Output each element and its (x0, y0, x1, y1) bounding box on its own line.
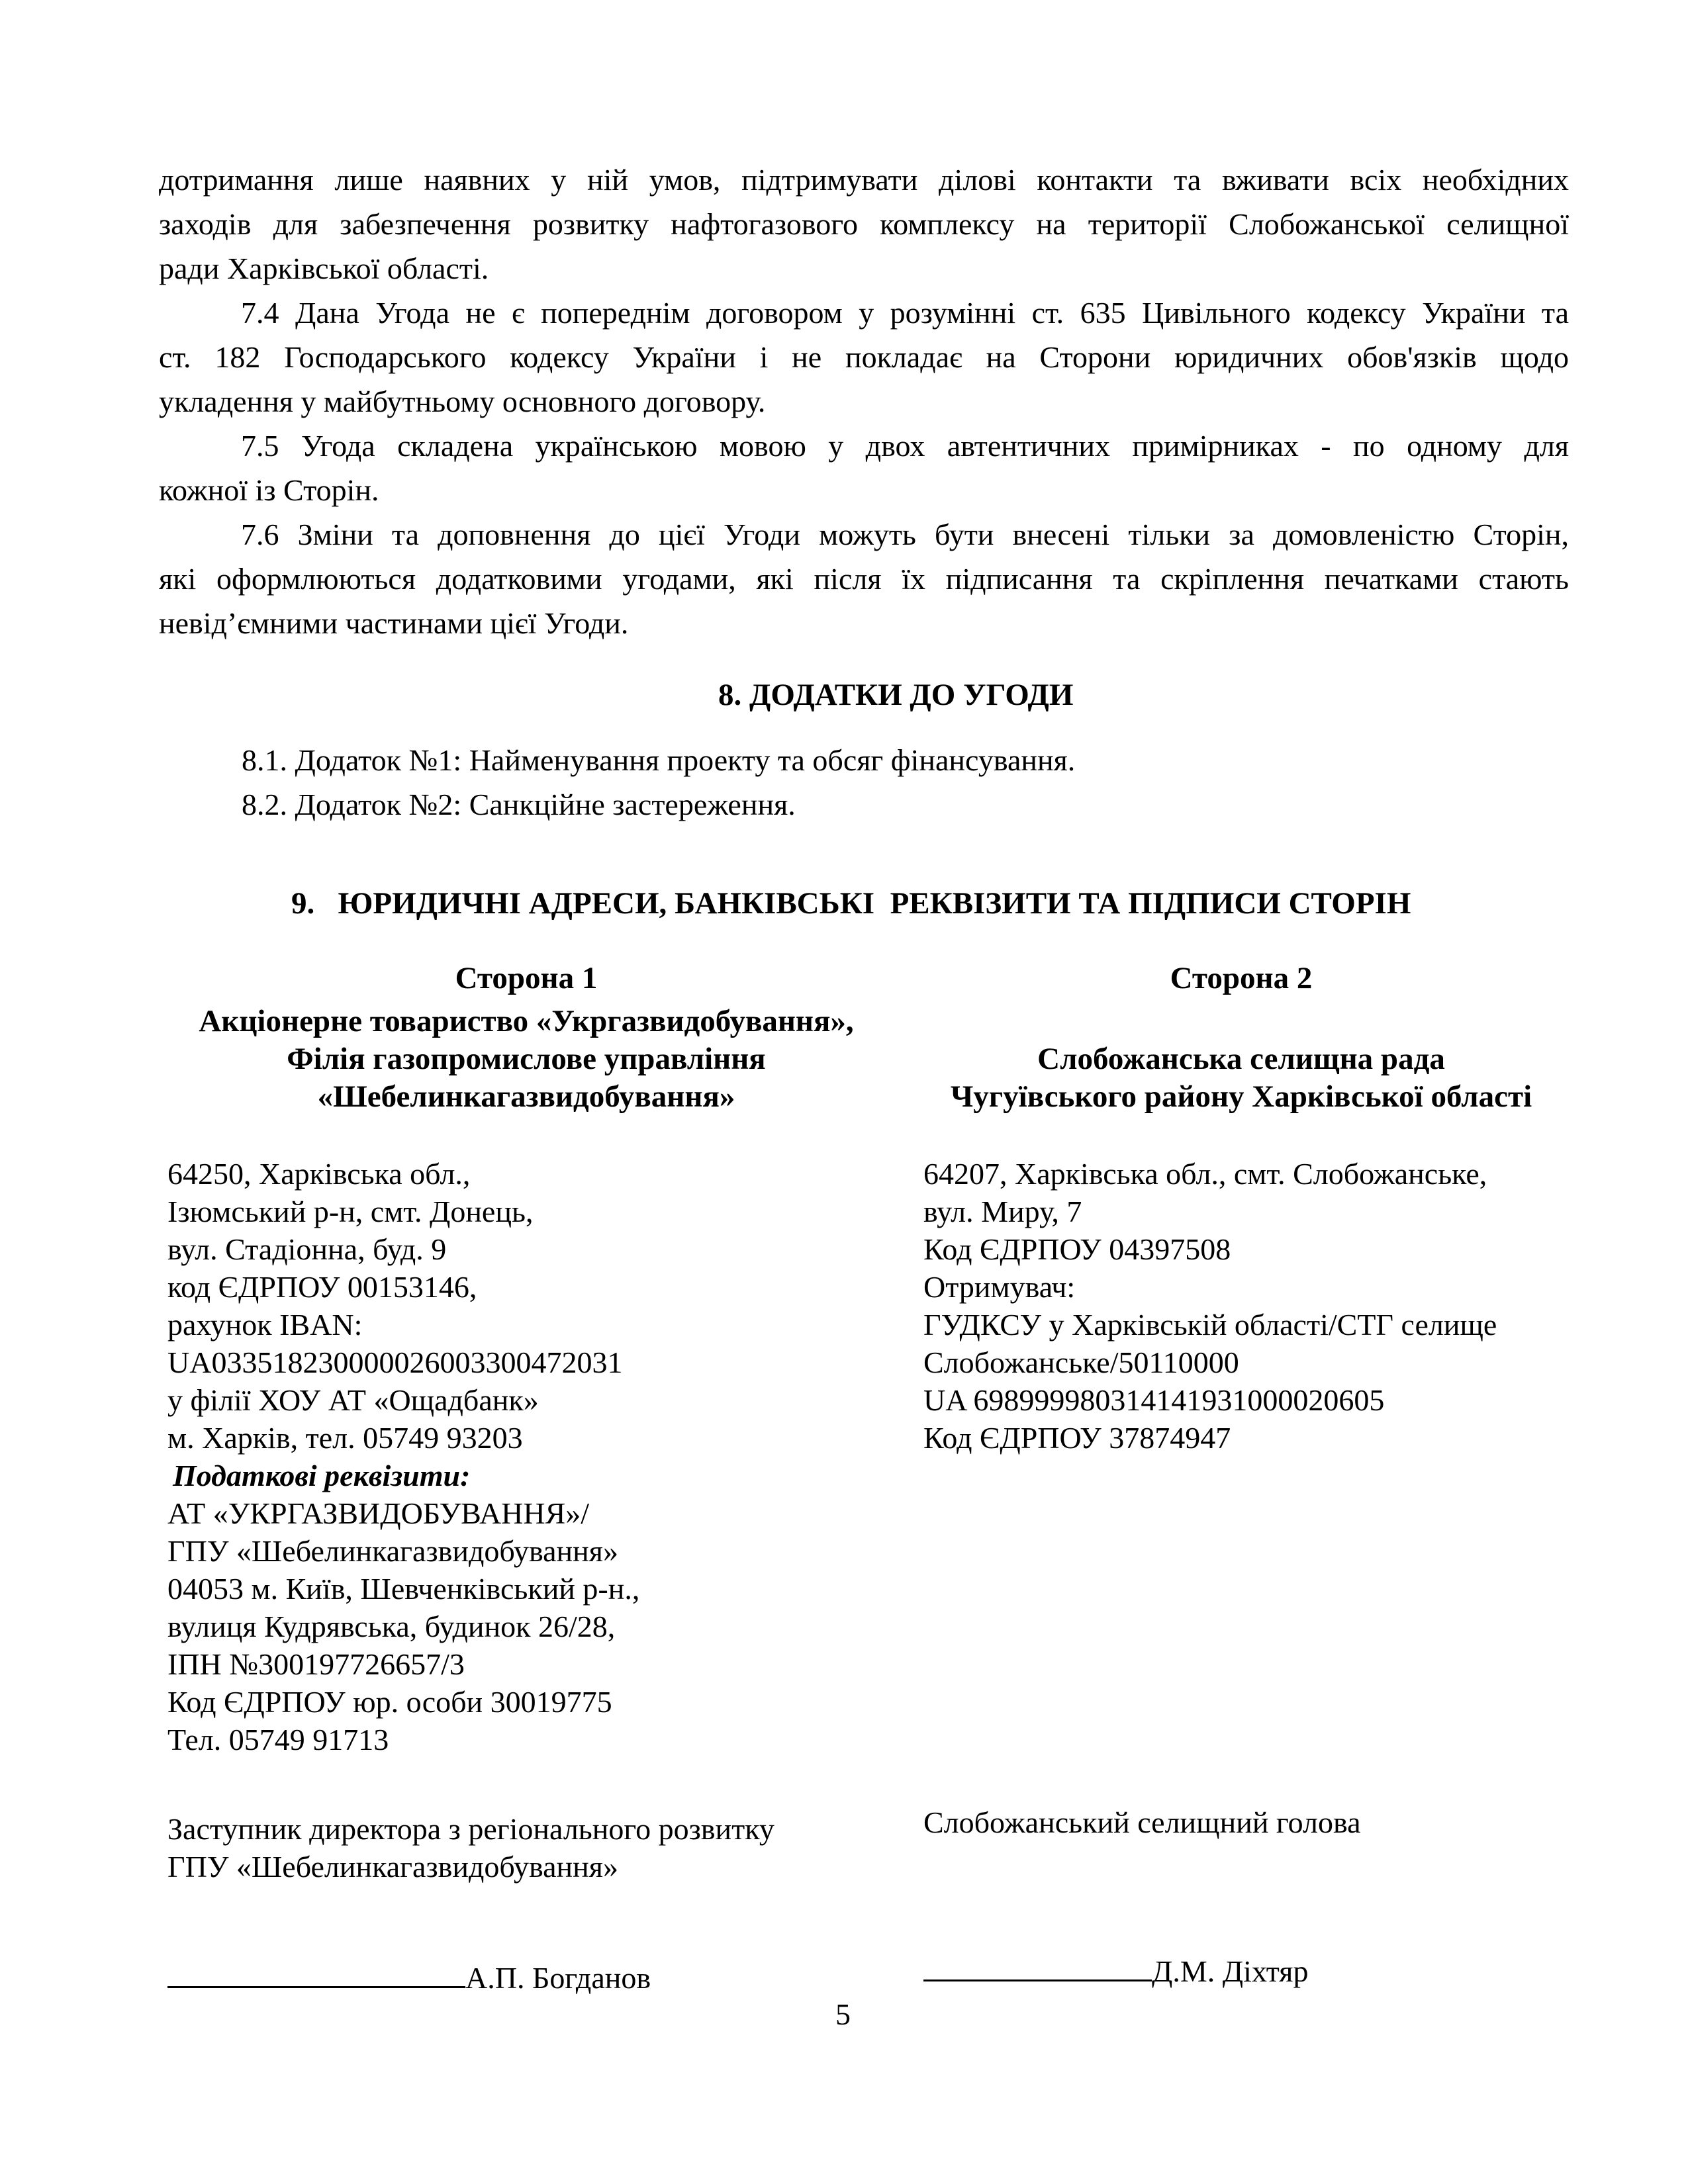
section-9-title: 9. ЮРИДИЧНІ АДРЕСИ, БАНКІВСЬКІ РЕКВІЗИТИ ТА ПІДПИСИ СТОРІН (291, 886, 1411, 921)
edrpou-code: код ЄДРПОУ 00153146, (167, 1270, 477, 1304)
party1-org-line: Акціонерне товариство «Укргазвидобування», (199, 1004, 854, 1038)
party2-org-line: Слобожанська селищна рада (1037, 1042, 1445, 1076)
text-line: дотримання лише наявних у ній умов, підтримувати ділові контакти та вживати всіх необхідних (159, 163, 1569, 197)
signatory-title-line: Заступник директора з регіонального розвитку (167, 1812, 774, 1846)
tax-line: ГПУ «Шебелинкагазвидобування» (167, 1534, 618, 1568)
address-line: 64250, Харківська обл., (167, 1157, 471, 1191)
bank-name: у філії ХОУ АТ «Ощадбанк» (167, 1383, 539, 1417)
clause-7-6 (159, 512, 1569, 645)
section-8-title: 8. ДОДАТКИ ДО УГОДИ (718, 678, 1074, 712)
party1-signatory-title (167, 1810, 774, 1886)
text-line: укладення у майбутньому основного договору. (159, 385, 766, 418)
text-line: невід’ємними частинами цієї Угоди. (159, 606, 629, 640)
party2-heading: Сторона 2 (1170, 961, 1313, 995)
recipient-line: ГУДКСУ у Харківській області/СТГ селище (923, 1308, 1497, 1342)
party1-org-line: «Шебелинкагазвидобування» (317, 1079, 735, 1114)
party1-details (167, 1155, 639, 1758)
party1-heading: Сторона 1 (455, 961, 598, 995)
tax-details-heading: Податкові реквізити: (173, 1459, 471, 1492)
address-line: вул. Стадіонна, буд. 9 (167, 1232, 447, 1266)
party2-details (923, 1155, 1497, 1457)
iban-value: UA 698999980314141931000020605 (923, 1383, 1385, 1417)
tax-line: ІПН №300197726657/3 (167, 1647, 465, 1681)
text-line: 7.6 Зміни та доповнення до цієї Угоди можуть бути внесені тільки за домовленістю Сторін, (241, 518, 1569, 551)
signatory-name: Д.М. Діхтяр (1152, 1954, 1309, 1988)
recipient-line: Слобожанське/50110000 (923, 1345, 1239, 1379)
party2-signature (923, 1949, 1308, 1990)
clause-7-5 (159, 424, 1569, 512)
text-line: заходів для забезпечення розвитку нафтогазового комплексу на території Слобожанської селищної (159, 207, 1569, 241)
page-number: 5 (835, 1997, 851, 2031)
text-line: кожної із Сторін. (159, 473, 379, 507)
signatory-title-line: Слобожанський селищний голова (923, 1805, 1361, 1839)
address-line: 64207, Харківська обл., смт. Слобожанське, (923, 1157, 1487, 1191)
text-line: 7.5 Угода складена українською мовою у двох автентичних примірниках - по одному для (241, 429, 1569, 463)
tax-line: 04053 м. Київ, Шевченківський р-н., (167, 1572, 640, 1606)
text-line: ст. 182 Господарського кодексу України і не покладає на Сторони юридичних обов'язків щодо (159, 340, 1569, 374)
signature-blank-line (167, 1956, 465, 1988)
address-line: Ізюмський р-н, смт. Донець, (167, 1195, 534, 1228)
iban-label: рахунок IBAN: (167, 1308, 363, 1342)
edrpou-code: Код ЄДРПОУ 37874947 (923, 1421, 1231, 1455)
continuation-paragraph (159, 158, 1569, 291)
tax-line: Код ЄДРПОУ юр. особи 30019775 (167, 1685, 612, 1719)
tax-line: Тел. 05749 91713 (167, 1723, 389, 1756)
text-line: які оформлюються додатковими угодами, які після їх підписання та скріплення печатками стають (159, 562, 1569, 596)
clause-7-4 (159, 291, 1569, 424)
signature-blank-line (923, 1949, 1152, 1981)
edrpou-code: Код ЄДРПОУ 04397508 (923, 1232, 1231, 1266)
party2-org-line: Чугуївського району Харківської області (950, 1079, 1532, 1114)
party1-org-line: Філія газопромислове управління (287, 1042, 766, 1076)
signatory-title-line: ГПУ «Шебелинкагазвидобування» (167, 1850, 618, 1884)
address-line: вул. Миру, 7 (923, 1195, 1082, 1228)
party1-signature (167, 1956, 651, 1997)
tax-line: АТ «УКРГАЗВИДОБУВАННЯ»/ (167, 1496, 590, 1530)
appendix-item-1: 8.1. Додаток №1: Найменування проекту та обсяг фінансування. (242, 743, 1076, 777)
appendix-item-2: 8.2. Додаток №2: Санкційне застереження. (242, 788, 796, 821)
signatory-name: А.П. Богданов (465, 1961, 651, 1995)
tax-line: вулиця Кудрявська, будинок 26/28, (167, 1610, 616, 1643)
text-line: 7.4 Дана Угода не є попереднім договором у розумінні ст. 635 Цивільного кодексу України та (241, 296, 1569, 330)
text-line: ради Харківської області. (159, 251, 489, 285)
phone-line: м. Харків, тел. 05749 93203 (167, 1421, 523, 1455)
iban-value: UA033518230000026003300472031 (167, 1345, 623, 1379)
party2-signatory-title (923, 1803, 1361, 1841)
recipient-label: Отримувач: (923, 1270, 1076, 1304)
